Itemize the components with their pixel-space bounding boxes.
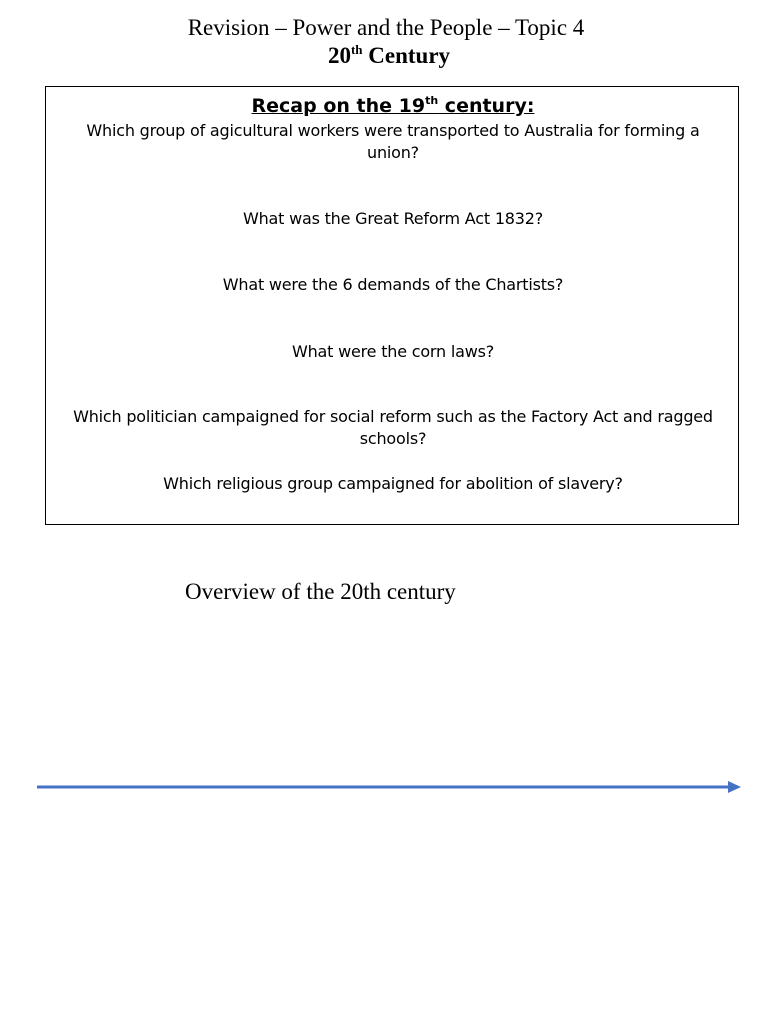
overview-title: Overview of the 20th century [185,579,456,604]
question-reform-act: What was the Great Reform Act 1832? [242,209,544,228]
timeline-arrow [36,778,742,796]
question-chartists: What were the 6 demands of the Chartists? [222,275,564,294]
recap-heading-rest: century: [438,95,535,117]
page-title: Revision – Power and the People – Topic 4 [187,15,585,40]
question-politician: Which politician campaigned for social reform such as the Factory Act and ragged schools? [73,407,713,448]
question-religious-group: Which religious group campaigned for abolition of slavery? [163,474,623,493]
subtitle-word: Century [362,43,451,68]
recap-heading [46,95,740,117]
subtitle-ordinal: th [350,42,363,57]
timeline-arrowhead [728,781,741,793]
recap-box [45,86,739,525]
question-tolpuddle: Which group of agicultural workers were transported to Australia for forming a union? [86,121,700,162]
recap-heading-ordinal: th [425,94,439,107]
recap-heading-main: Recap on the 19 [251,95,426,117]
page-subtitle [0,42,768,70]
question-corn-laws: What were the corn laws? [291,342,495,361]
subtitle-number: 20 [327,43,351,68]
